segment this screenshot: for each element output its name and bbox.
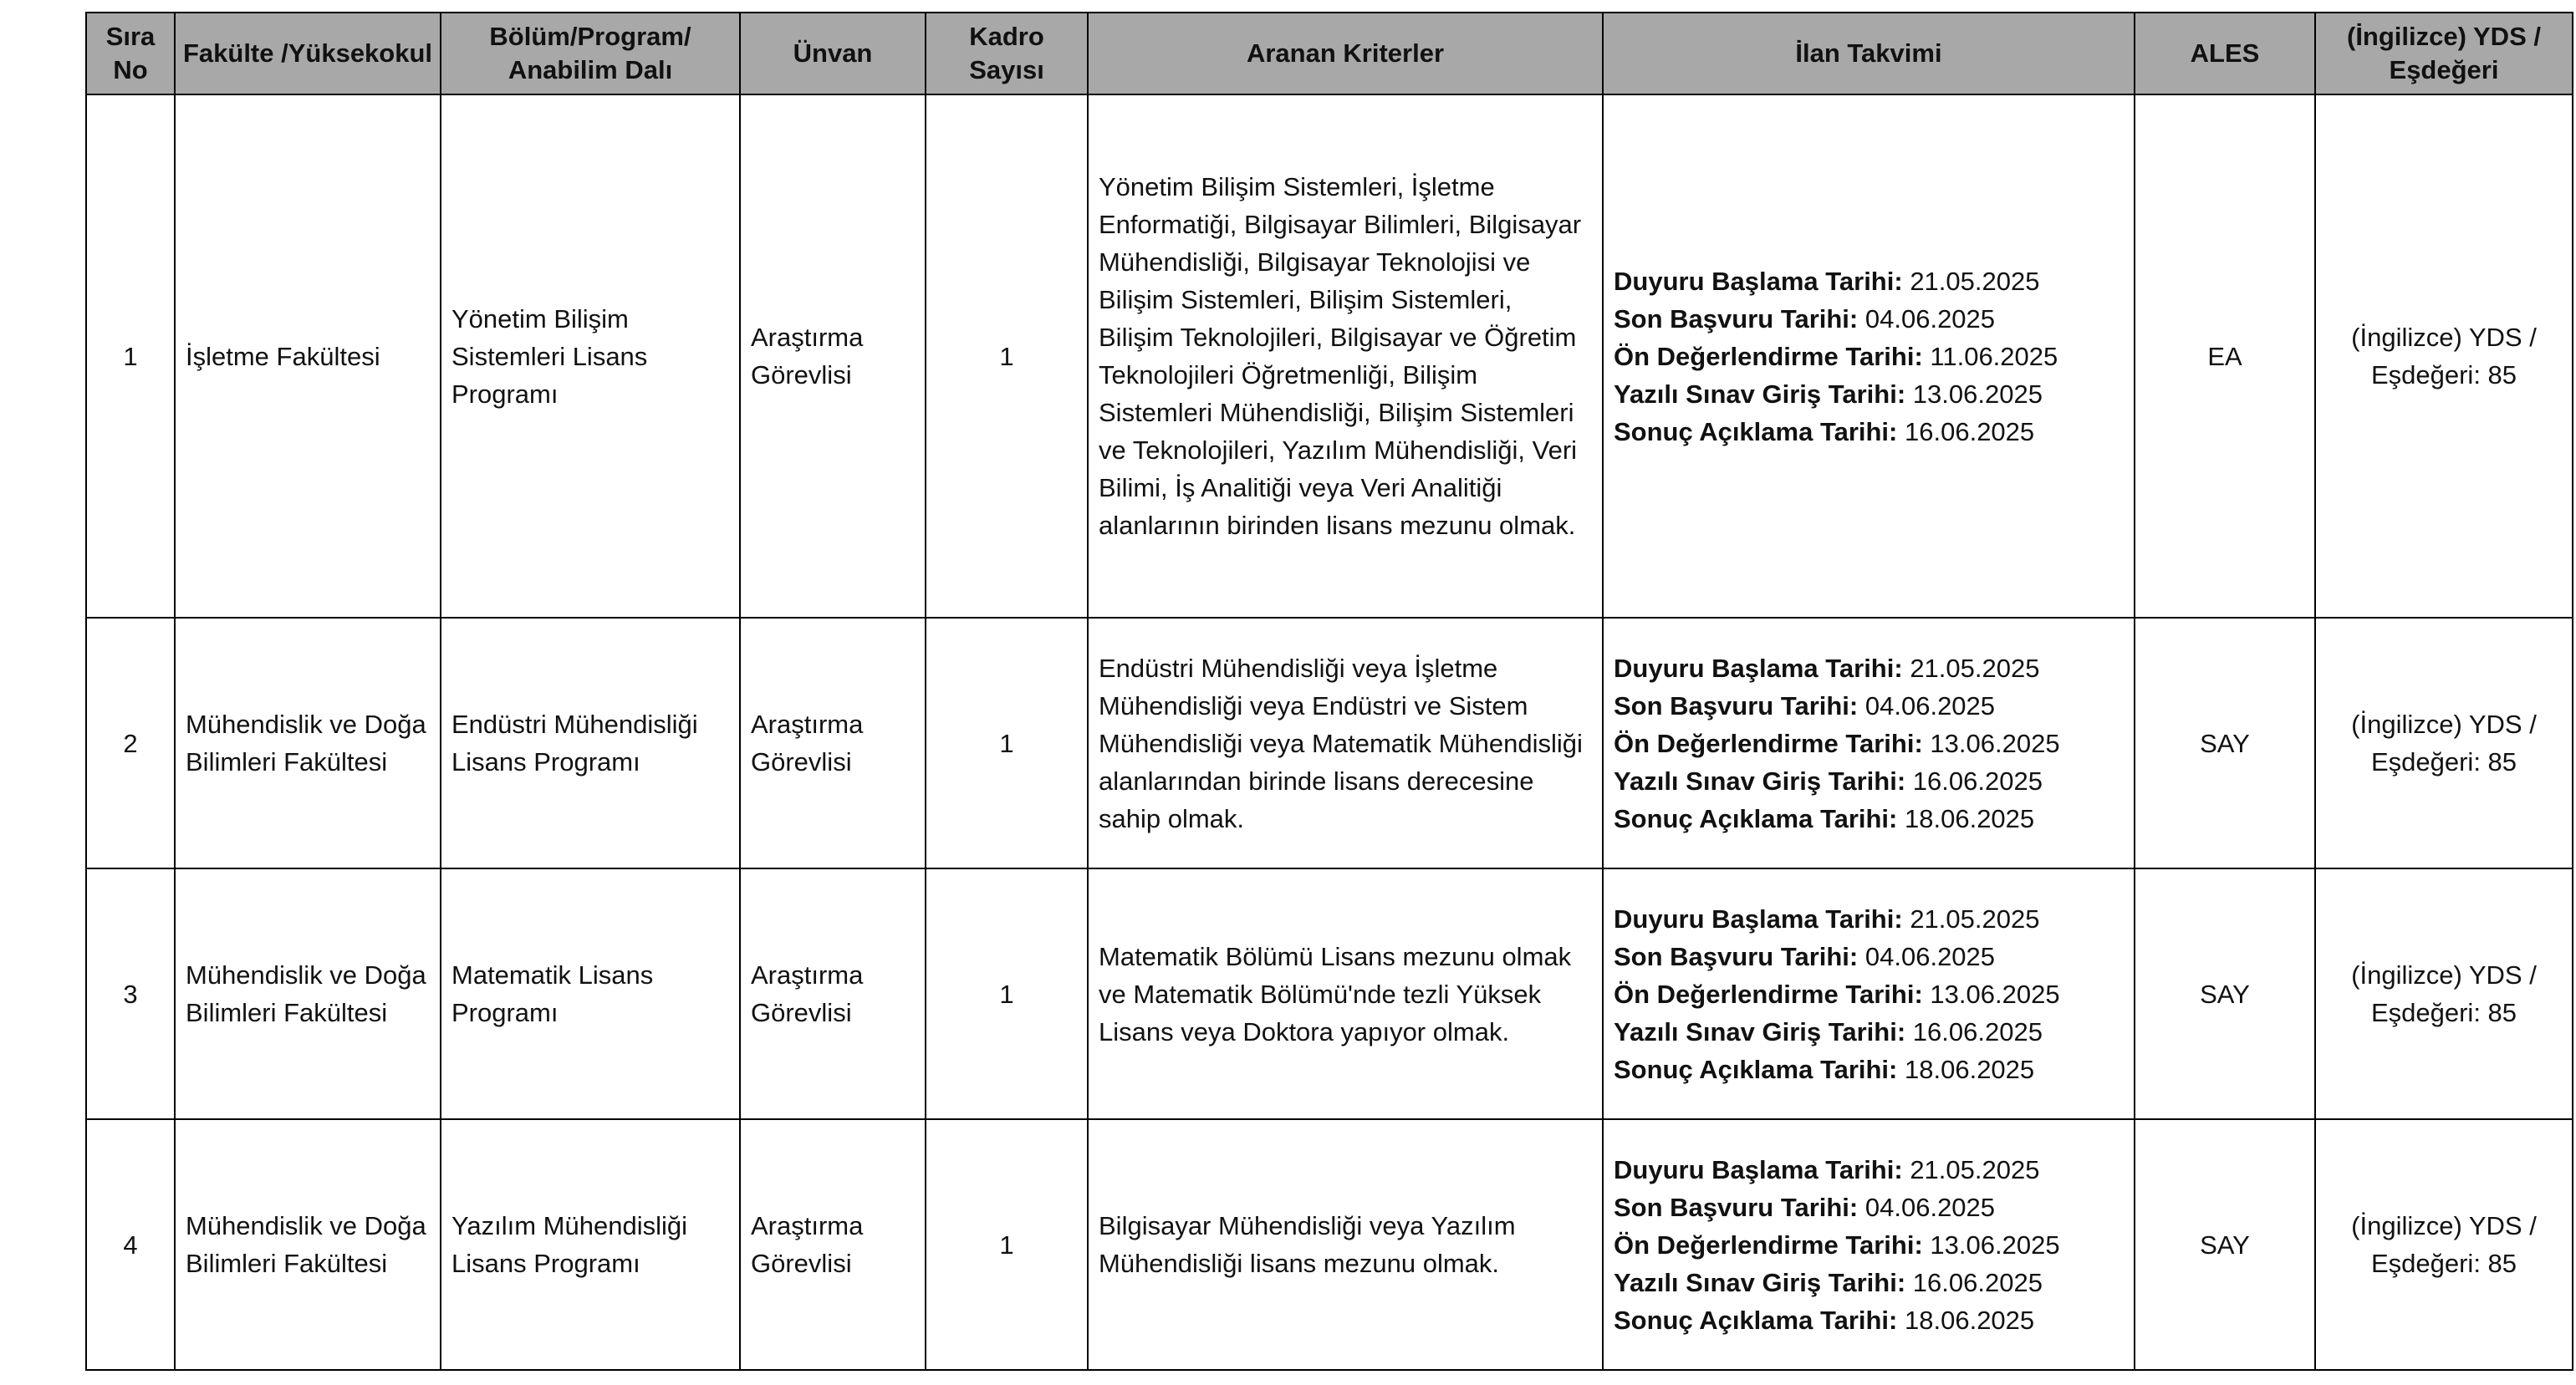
cell-sira: 2 xyxy=(86,618,175,868)
schedule-line xyxy=(1614,900,2124,938)
schedule-value: 21.05.2025 xyxy=(1910,653,2040,683)
header-row xyxy=(86,13,2573,94)
schedule-line xyxy=(1614,975,2124,1013)
cell-fakulte: Mühendislik ve Doğa Bilimleri Fakültesi xyxy=(175,618,441,868)
cell-ales: EA xyxy=(2135,94,2315,618)
table-row xyxy=(86,868,2573,1119)
schedule-line xyxy=(1614,1013,2124,1051)
schedule-label: Yazılı Sınav Giriş Tarihi: xyxy=(1614,379,1906,409)
schedule-line xyxy=(1614,687,2124,725)
cell-kriter: Bilgisayar Mühendisliği veya Yazılım Mühendisliği lisans mezunu olmak. xyxy=(1088,1119,1603,1370)
cell-kadro: 1 xyxy=(926,618,1088,868)
schedule-value: 13.06.2025 xyxy=(1930,979,2060,1009)
schedule-value: 04.06.2025 xyxy=(1864,303,1996,334)
schedule-label: Duyuru Başlama Tarihi: xyxy=(1614,1154,1903,1184)
cell-sira: 4 xyxy=(86,1119,175,1370)
cell-yds: (İngilizce) YDS / Eşdeğeri: 85 xyxy=(2315,1119,2573,1370)
cell-sira: 1 xyxy=(86,94,175,618)
schedule-value: 04.06.2025 xyxy=(1864,690,1996,721)
schedule-line xyxy=(1614,262,2124,300)
schedule-line xyxy=(1614,800,2124,838)
schedule-label: Yazılı Sınav Giriş Tarihi: xyxy=(1614,1267,1906,1297)
header-sira: Sıra No xyxy=(86,13,175,94)
schedule-label: Sonuç Açıklama Tarihi: xyxy=(1614,1054,1898,1084)
table-row xyxy=(86,94,2573,618)
schedule-line xyxy=(1614,375,2124,413)
schedule-line xyxy=(1614,300,2124,338)
schedule-value: 13.06.2025 xyxy=(1930,1230,2060,1260)
schedule-value: 11.06.2025 xyxy=(1930,341,2058,371)
schedule-value: 04.06.2025 xyxy=(1864,1192,1996,1222)
schedule-line xyxy=(1614,938,2124,975)
job-posting-table xyxy=(85,12,2573,1371)
schedule-value: 16.06.2025 xyxy=(1912,1016,2043,1046)
header-bolum: Bölüm/Program/ Anabilim Dalı xyxy=(441,13,740,94)
schedule-label: Ön Değerlendirme Tarihi: xyxy=(1614,1230,1923,1260)
cell-fakulte: Mühendislik ve Doğa Bilimleri Fakültesi xyxy=(175,1119,441,1370)
schedule-line xyxy=(1614,1051,2124,1088)
cell-fakulte: Mühendislik ve Doğa Bilimleri Fakültesi xyxy=(175,868,441,1119)
header-fakulte: Fakülte /Yüksekokul xyxy=(175,13,441,94)
cell-yds: (İngilizce) YDS / Eşdeğeri: 85 xyxy=(2315,868,2573,1119)
header-takvim: İlan Takvimi xyxy=(1603,13,2135,94)
schedule-label: Son Başvuru Tarihi: xyxy=(1614,941,1859,971)
header-yds: (İngilizce) YDS / Eşdeğeri xyxy=(2315,13,2573,94)
header-kadro: Kadro Sayısı xyxy=(926,13,1088,94)
schedule-label: Sonuç Açıklama Tarihi: xyxy=(1614,1305,1898,1335)
cell-bolum: Yönetim Bilişim Sistemleri Lisans Programı xyxy=(441,94,740,618)
cell-bolum: Yazılım Mühendisliği Lisans Programı xyxy=(441,1119,740,1370)
cell-unvan: Araştırma Görevlisi xyxy=(740,618,926,868)
cell-ales: SAY xyxy=(2135,868,2315,1119)
cell-fakulte: İşletme Fakültesi xyxy=(175,94,441,618)
schedule-label: Sonuç Açıklama Tarihi: xyxy=(1614,803,1898,833)
schedule-label: Son Başvuru Tarihi: xyxy=(1614,1192,1859,1222)
cell-takvim xyxy=(1603,868,2135,1119)
cell-takvim xyxy=(1603,1119,2135,1370)
schedule-line xyxy=(1614,1151,2124,1189)
schedule-line xyxy=(1614,649,2124,687)
cell-unvan: Araştırma Görevlisi xyxy=(740,868,926,1119)
schedule-value: 13.06.2025 xyxy=(1912,379,2043,409)
schedule-value: 21.05.2025 xyxy=(1910,266,2040,296)
header-ales: ALES xyxy=(2135,13,2315,94)
table-row xyxy=(86,618,2573,868)
schedule-label: Son Başvuru Tarihi: xyxy=(1614,690,1859,721)
cell-takvim xyxy=(1603,94,2135,618)
cell-takvim xyxy=(1603,618,2135,868)
table-row xyxy=(86,1119,2573,1370)
cell-bolum: Matematik Lisans Programı xyxy=(441,868,740,1119)
cell-kriter: Endüstri Mühendisliği veya İşletme Mühendisliği veya Endüstri ve Sistem Mühendisliği veya Matematik Mühendisliği alanlarından birinde lisans derecesine sahip olmak. xyxy=(1088,618,1603,868)
cell-kadro: 1 xyxy=(926,94,1088,618)
header-kriter: Aranan Kriterler xyxy=(1088,13,1603,94)
header-unvan: Ünvan xyxy=(740,13,926,94)
schedule-value: 16.06.2025 xyxy=(1912,1267,2043,1297)
cell-ales: SAY xyxy=(2135,1119,2315,1370)
cell-kadro: 1 xyxy=(926,868,1088,1119)
schedule-label: Duyuru Başlama Tarihi: xyxy=(1614,904,1903,934)
cell-yds: (İngilizce) YDS / Eşdeğeri: 85 xyxy=(2315,618,2573,868)
cell-sira: 3 xyxy=(86,868,175,1119)
schedule-value: 18.06.2025 xyxy=(1905,1054,2035,1084)
cell-kadro: 1 xyxy=(926,1119,1088,1370)
schedule-label: Son Başvuru Tarihi: xyxy=(1614,303,1859,334)
schedule-value: 16.06.2025 xyxy=(1912,766,2043,796)
cell-yds: (İngilizce) YDS / Eşdeğeri: 85 xyxy=(2315,94,2573,618)
schedule-value: 21.05.2025 xyxy=(1910,904,2040,934)
schedule-label: Sonuç Açıklama Tarihi: xyxy=(1614,416,1898,446)
schedule-value: 18.06.2025 xyxy=(1905,1305,2035,1335)
schedule-label: Yazılı Sınav Giriş Tarihi: xyxy=(1614,766,1906,796)
cell-kriter: Yönetim Bilişim Sistemleri, İşletme Enformatiği, Bilgisayar Bilimleri, Bilgisayar Mühendisliği, Bilgisayar Teknolojisi ve Bilişim Sistemleri, Bilişim Sistemleri, Bilişim Teknolojileri, Bilgisayar ve Öğretim Teknolojileri Öğretmenliği, Bilişim Sistemleri Mühendisliği, Bilişim Sistemleri ve Teknolojileri, Yazılım Mühendisliği, Veri Bilimi, İş Analitiği veya Veri Analitiği alanlarının birinden lisans mezunu olmak. xyxy=(1088,94,1603,618)
schedule-label: Ön Değerlendirme Tarihi: xyxy=(1614,341,1923,371)
schedule-value: 21.05.2025 xyxy=(1910,1154,2040,1184)
cell-ales: SAY xyxy=(2135,618,2315,868)
schedule-line xyxy=(1614,762,2124,800)
schedule-label: Duyuru Başlama Tarihi: xyxy=(1614,266,1903,296)
schedule-value: 13.06.2025 xyxy=(1930,728,2060,758)
schedule-label: Ön Değerlendirme Tarihi: xyxy=(1614,728,1923,758)
schedule-label: Duyuru Başlama Tarihi: xyxy=(1614,653,1903,683)
schedule-line xyxy=(1614,1301,2124,1339)
cell-kriter: Matematik Bölümü Lisans mezunu olmak ve Matematik Bölümü'nde tezli Yüksek Lisans veya Doktora yapıyor olmak. xyxy=(1088,868,1603,1119)
schedule-value: 16.06.2025 xyxy=(1905,416,2035,446)
cell-bolum: Endüstri Mühendisliği Lisans Programı xyxy=(441,618,740,868)
cell-unvan: Araştırma Görevlisi xyxy=(740,1119,926,1370)
schedule-line xyxy=(1614,413,2124,451)
schedule-label: Ön Değerlendirme Tarihi: xyxy=(1614,979,1923,1009)
schedule-value: 04.06.2025 xyxy=(1864,941,1996,971)
schedule-line xyxy=(1614,338,2124,375)
schedule-label: Yazılı Sınav Giriş Tarihi: xyxy=(1614,1016,1906,1046)
schedule-line xyxy=(1614,1189,2124,1226)
schedule-line xyxy=(1614,725,2124,762)
schedule-line xyxy=(1614,1264,2124,1301)
schedule-value: 18.06.2025 xyxy=(1905,803,2035,833)
cell-unvan: Araştırma Görevlisi xyxy=(740,94,926,618)
schedule-line xyxy=(1614,1226,2124,1264)
